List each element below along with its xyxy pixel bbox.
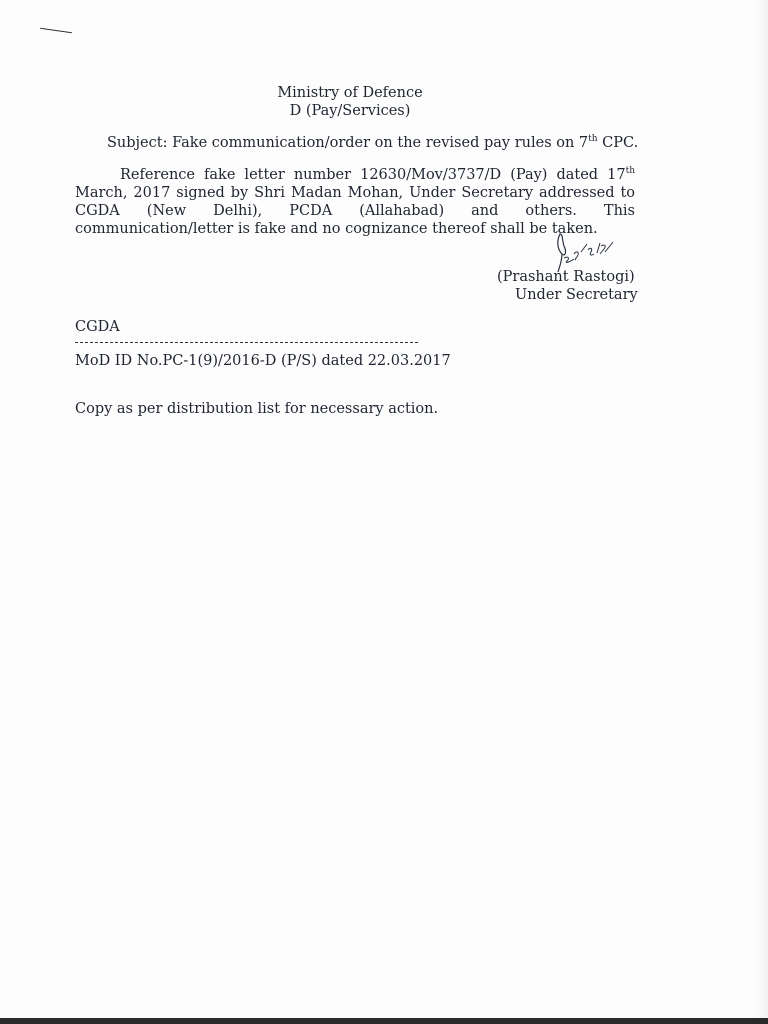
- signatory-name: (Prashant Rastogi): [497, 269, 635, 285]
- recipient: CGDA: [75, 319, 120, 335]
- body-superscript: th: [625, 166, 635, 177]
- signatory-designation: Under Secretary: [515, 287, 638, 303]
- dashed-separator: [75, 342, 418, 343]
- department-heading: D (Pay/Services): [289, 103, 411, 119]
- body-text-part2: March, 2017 signed by Shri Madan Mohan, Under Secretary addressed to CGDA (New Delhi), PCDA (Allahabad) and others. This communication/letter is fake and no cognizance thereof shall be taken.: [75, 185, 635, 237]
- body-text-part1: Reference fake letter number 12630/Mov/3737/D (Pay) dated 17: [120, 167, 626, 183]
- ministry-heading: Ministry of Defence: [277, 85, 423, 101]
- reference-id: MoD ID No.PC-1(9)/2016-D (P/S) dated 22.03.2017: [75, 353, 451, 369]
- subject-suffix: CPC.: [597, 135, 639, 151]
- subject-text: Subject: Fake communication/order on the revised pay rules on 7: [107, 135, 589, 151]
- subject-superscript: th: [588, 134, 598, 145]
- stray-pen-mark: [40, 28, 72, 33]
- distribution-note: Copy as per distribution list for necessary action.: [75, 401, 439, 417]
- scan-edge-bottom: [0, 1018, 768, 1024]
- subject-line: [107, 134, 638, 152]
- scan-edge-shadow: [754, 0, 768, 1024]
